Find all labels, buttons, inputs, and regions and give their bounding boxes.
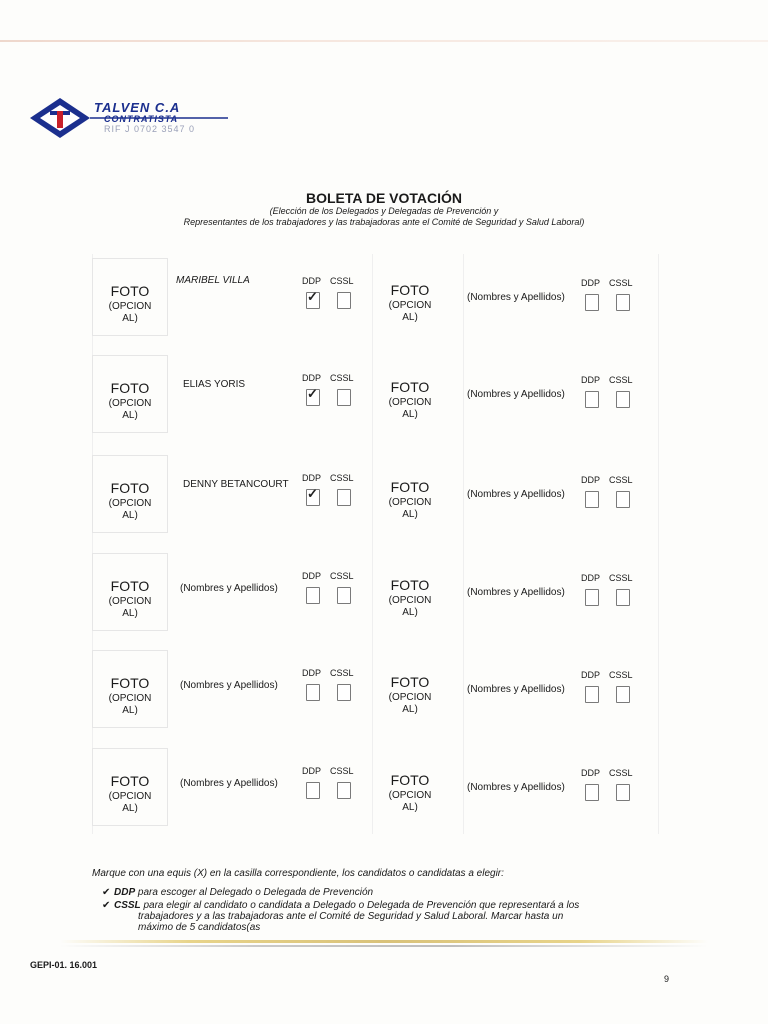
cssl-description-line-2: trabajadores y a las trabajadoras ante el Comité de Seguridad y Salud Laboral. Marcar hasta un [138,911,564,922]
checkmark-icon: ✔ [102,887,111,898]
cssl-label: CSSL [330,766,354,776]
ballot-subtitle-line-1: (Elección de los Delegados y Delegadas de Prevención y [269,206,499,216]
cssl-label: CSSL [330,571,354,581]
candidate-name: MARIBEL VILLA [176,275,250,286]
photo-optional-label: (OPCIONAL) [108,498,152,521]
photo-placeholder [92,748,168,826]
cssl-checkbox[interactable] [616,784,630,801]
cssl-checkbox[interactable] [337,587,351,604]
cssl-label: CSSL [330,276,354,286]
photo-label: FOTO [110,773,150,789]
grid-line [658,254,659,834]
cssl-label: CSSL [609,375,633,385]
candidate-name: (Nombres y Apellidos) [180,778,278,789]
ddp-label: DDP [581,768,601,778]
ddp-checkbox[interactable] [306,684,320,701]
photo-placeholder [373,258,447,324]
ddp-label: DDP [581,375,601,385]
cssl-checkbox[interactable] [337,684,351,701]
checkmark-icon: ✔ [102,900,111,911]
cssl-checkbox[interactable] [616,391,630,408]
photo-optional-label: (OPCIONAL) [388,790,432,813]
photo-label: FOTO [390,479,430,495]
ddp-term: DDP [114,887,136,898]
grid-line [372,254,373,834]
cssl-checkbox[interactable] [337,489,351,506]
cssl-checkbox[interactable] [337,292,351,309]
cssl-label: CSSL [330,668,354,678]
cssl-label: CSSL [609,475,633,485]
company-subtitle: CONTRATISTA [104,114,179,124]
ddp-checkbox[interactable] [585,589,599,606]
photo-label: FOTO [390,379,430,395]
instruction-cssl [114,900,579,911]
ddp-label: DDP [581,278,601,288]
decorative-band [60,945,708,947]
cssl-label: CSSL [609,768,633,778]
photo-placeholder [92,455,168,533]
photo-label: FOTO [390,282,430,298]
photo-label: FOTO [110,578,150,594]
ddp-label: DDP [302,571,322,581]
ddp-checkbox[interactable] [585,491,599,508]
photo-optional-label: (OPCIONAL) [388,300,432,323]
ddp-checkbox[interactable] [306,587,320,604]
cssl-checkbox[interactable] [616,686,630,703]
cssl-checkbox[interactable] [337,389,351,406]
cssl-checkbox[interactable] [337,782,351,799]
photo-label: FOTO [110,675,150,691]
ddp-label: DDP [302,668,322,678]
photo-optional-label: (OPCIONAL) [108,791,152,814]
candidate-name: (Nombres y Apellidos) [467,389,565,400]
photo-optional-label: (OPCIONAL) [388,497,432,520]
candidate-name: (Nombres y Apellidos) [467,489,565,500]
cssl-term: CSSL [114,900,141,911]
ddp-checkbox[interactable] [585,784,599,801]
ddp-label: DDP [302,276,322,286]
document-code: GEPI-01. 16.001 [30,960,98,970]
photo-placeholder [92,355,168,433]
ddp-check-mark-icon: ✓ [307,486,318,501]
instructions-intro: Marque con una equis (X) en la casilla correspondiente, los candidatos o candidatas a elegir: [92,868,504,879]
candidate-name: (Nombres y Apellidos) [467,684,565,695]
photo-label: FOTO [390,674,430,690]
candidate-name: (Nombres y Apellidos) [467,292,565,303]
photo-placeholder [373,650,447,716]
ddp-checkbox[interactable] [585,391,599,408]
cssl-label: CSSL [609,670,633,680]
ddp-label: DDP [581,670,601,680]
candidate-name: ELIAS YORIS [183,379,246,390]
photo-optional-label: (OPCIONAL) [108,596,152,619]
company-rif: RIF J 0702 3547 0 [104,124,196,134]
candidate-name: DENNY BETANCOURT [183,479,289,490]
photo-placeholder [373,748,447,814]
photo-label: FOTO [390,772,430,788]
photo-optional-label: (OPCIONAL) [388,595,432,618]
ballot-title: BOLETA DE VOTACIÓN [305,190,463,206]
ddp-label: DDP [302,373,322,383]
cssl-checkbox[interactable] [616,491,630,508]
decorative-band [60,940,708,943]
cssl-label: CSSL [330,373,354,383]
ddp-label: DDP [581,475,601,485]
candidate-name: (Nombres y Apellidos) [180,583,278,594]
ddp-label: DDP [302,766,322,776]
photo-optional-label: (OPCIONAL) [388,397,432,420]
cssl-label: CSSL [609,278,633,288]
grid-line [92,254,93,834]
ballot-subtitle-line-2: Representantes de los trabajadores y las trabajadoras ante el Comité de Seguridad y Salud Laboral) [183,217,585,227]
photo-placeholder [92,553,168,631]
top-edge-line [0,40,768,42]
grid-line [463,254,464,834]
photo-optional-label: (OPCIONAL) [108,301,152,324]
photo-label: FOTO [110,480,150,496]
photo-placeholder [373,355,447,421]
photo-label: FOTO [390,577,430,593]
photo-optional-label: (OPCIONAL) [108,693,152,716]
ddp-checkbox[interactable] [585,294,599,311]
candidate-name: (Nombres y Apellidos) [180,680,278,691]
photo-placeholder [92,650,168,728]
candidate-name: (Nombres y Apellidos) [467,587,565,598]
photo-placeholder [373,553,447,619]
cssl-label: CSSL [609,573,633,583]
ddp-check-mark-icon: ✓ [307,386,318,401]
ddp-checkbox[interactable] [585,686,599,703]
ddp-label: DDP [302,473,322,483]
page-number: 9 [664,974,670,984]
photo-optional-label: (OPCIONAL) [388,692,432,715]
company-name: TALVEN C.A [94,100,181,115]
photo-placeholder [373,455,447,521]
ddp-checkbox[interactable] [306,782,320,799]
instruction-ddp [114,887,373,898]
cssl-description-line-1: para elegir al candidato o candidata a Delegado o Delegada de Prevención que representará a los [140,900,580,911]
cssl-checkbox[interactable] [616,294,630,311]
photo-label: FOTO [110,380,150,396]
photo-optional-label: (OPCIONAL) [108,398,152,421]
cssl-label: CSSL [330,473,354,483]
photo-label: FOTO [110,283,150,299]
ddp-label: DDP [581,573,601,583]
photo-placeholder [92,258,168,336]
cssl-description-line-3: máximo de 5 candidatos(as [138,922,261,933]
ddp-description: para escoger al Delegado o Delegada de Prevención [135,887,374,898]
candidate-name: (Nombres y Apellidos) [467,782,565,793]
cssl-checkbox[interactable] [616,589,630,606]
ddp-check-mark-icon: ✓ [307,289,318,304]
